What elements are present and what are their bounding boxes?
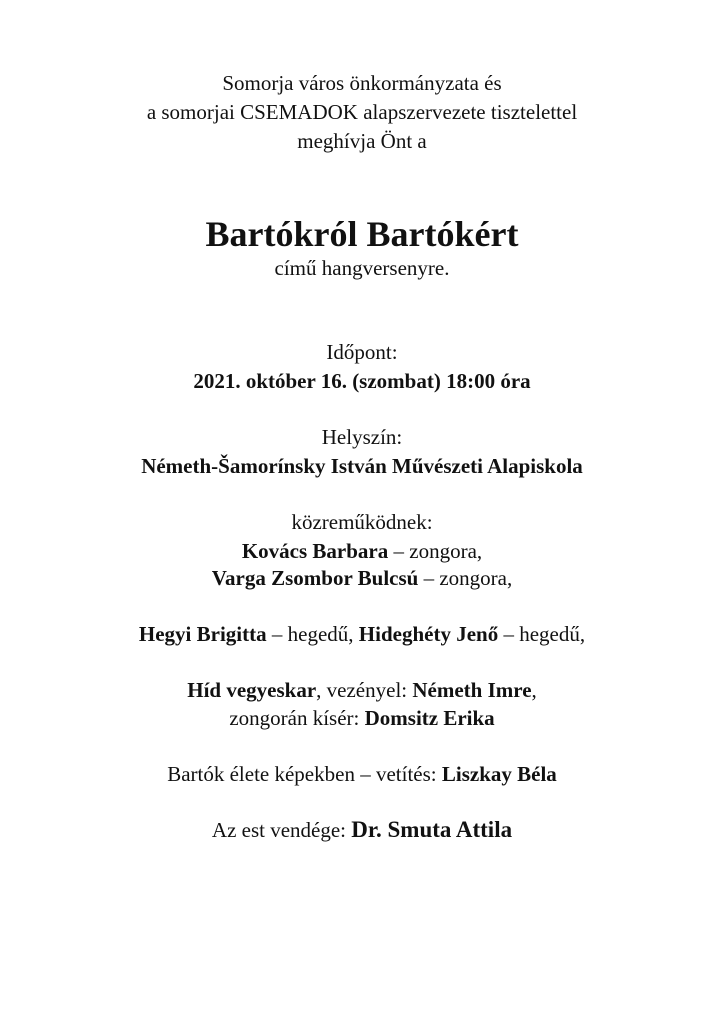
choir-name: Híd vegyeskar <box>187 678 317 702</box>
time-value-text: 2021. október 16. (szombat) 18:00 óra <box>193 369 531 393</box>
choir-line <box>0 677 724 703</box>
performer-line-2 <box>0 565 724 591</box>
performer-1-name: Kovács Barbara <box>241 539 389 563</box>
performer-3-role: – hegedű, <box>266 622 359 646</box>
concert-title: Bartókról Bartókért <box>205 214 519 254</box>
performer-3-name: Hegyi Brigitta <box>138 622 267 646</box>
performers-label: közreműködnek: <box>291 510 433 534</box>
time-value <box>0 368 724 394</box>
performer-4-role: – hegedű, <box>498 622 586 646</box>
venue-value-text: Németh-Šamorínsky István Művészeti Alapiskola <box>141 454 583 478</box>
conductor-name: Németh Imre <box>412 678 532 702</box>
projection-text: Bartók élete képekben – vetítés: <box>167 762 442 786</box>
accompanist-line <box>0 705 724 731</box>
choir-mid: , vezényel: <box>316 678 413 702</box>
venue-label: Helyszín: <box>321 425 403 449</box>
performer-line-3 <box>0 621 724 647</box>
performer-line-1 <box>0 538 724 564</box>
performer-2-role: – zongora, <box>418 566 513 590</box>
guest-text: Az est vendége: <box>211 818 352 842</box>
guest-line <box>0 817 724 843</box>
venue-value <box>0 453 724 479</box>
performer-2-name: Varga Zsombor Bulcsú <box>211 566 419 590</box>
performer-1-role: – zongora, <box>388 539 483 563</box>
accompanist-label: zongorán kísér: <box>229 706 365 730</box>
intro-line-1: Somorja város önkormányzata és <box>222 71 502 95</box>
concert-subtitle: című hangversenyre. <box>274 256 450 280</box>
accompanist-name: Domsitz Erika <box>364 706 495 730</box>
time-label: Időpont: <box>326 340 398 364</box>
guest-name: Dr. Smuta Attila <box>351 817 513 842</box>
projection-line <box>0 761 724 787</box>
performer-4-name: Hideghéty Jenő <box>358 622 499 646</box>
conductor-end: , <box>531 678 537 702</box>
projection-name: Liszkay Béla <box>441 762 557 786</box>
intro-line-3: meghívja Önt a <box>297 129 427 153</box>
intro-line-2: a somorjai CSEMADOK alapszervezete tisztelettel <box>146 100 578 124</box>
